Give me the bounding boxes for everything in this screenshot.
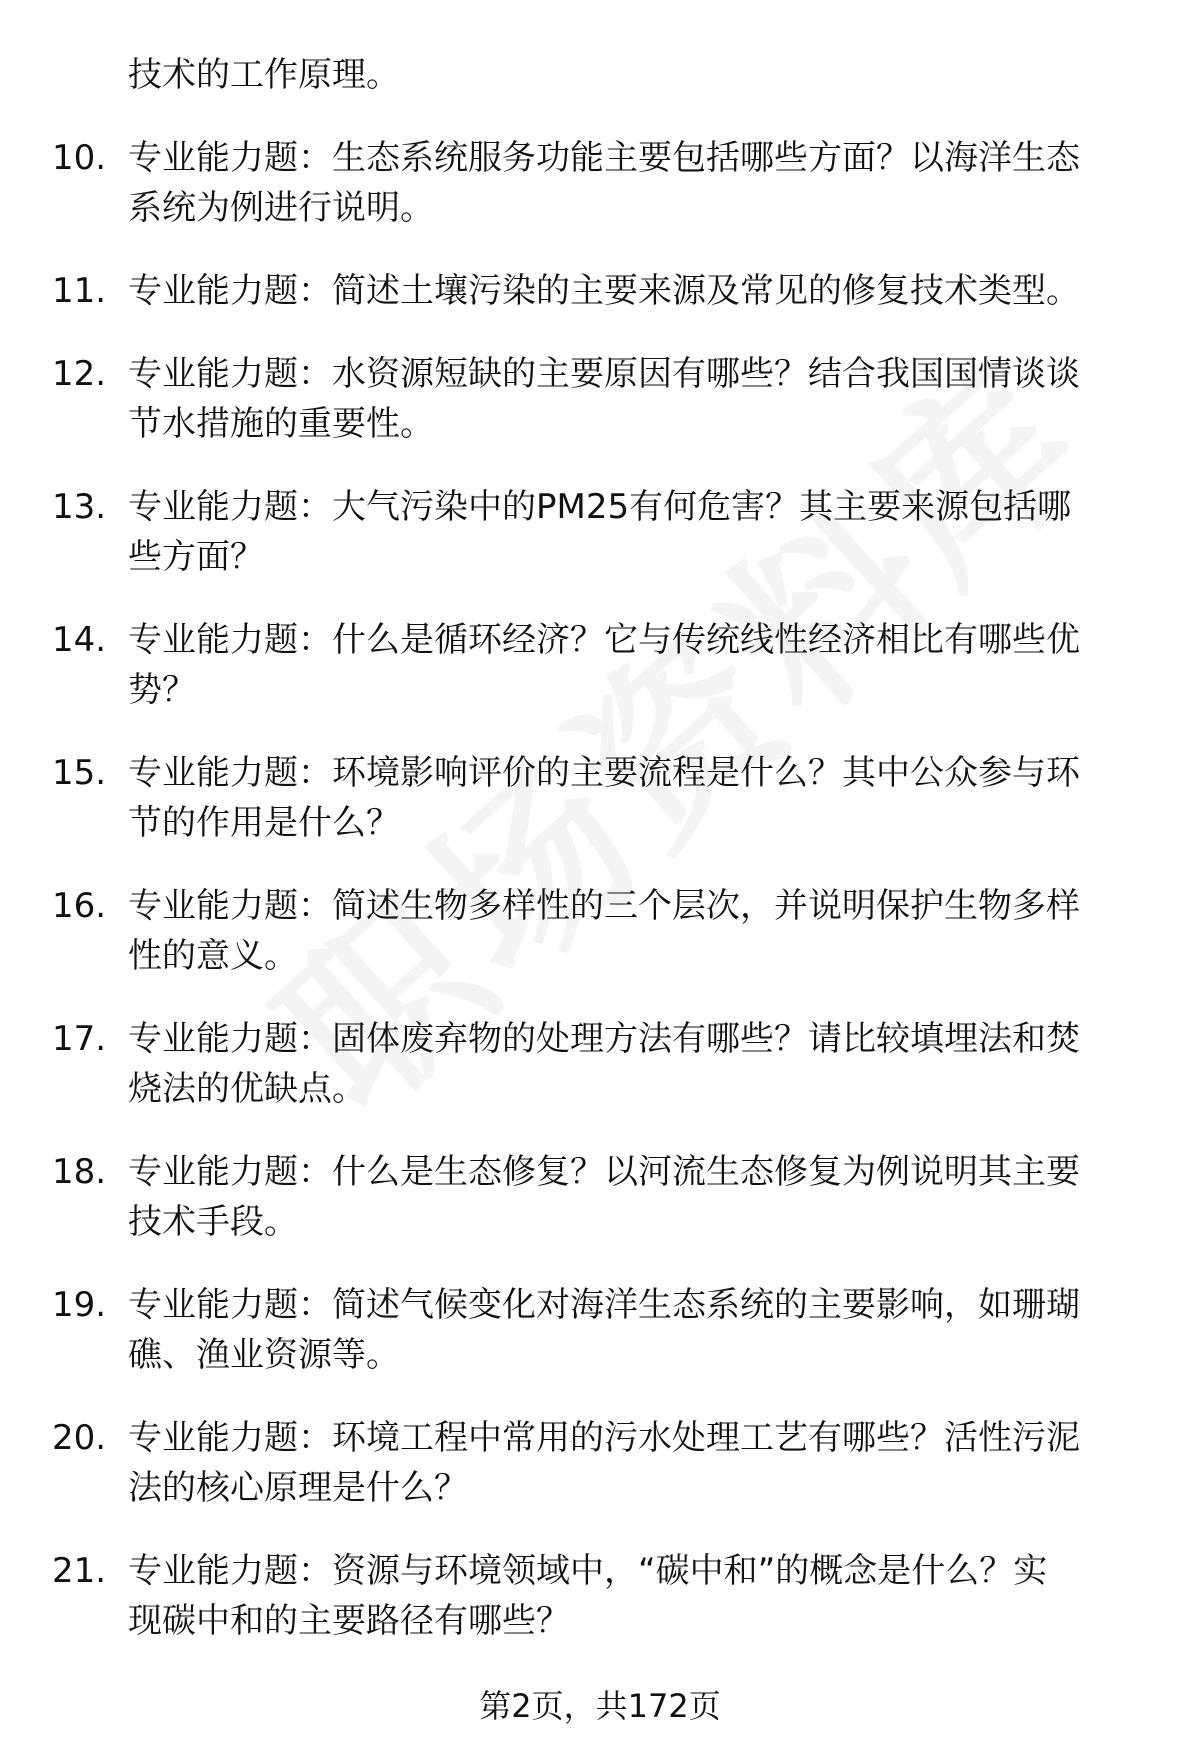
question-number: 18. bbox=[52, 1152, 107, 1192]
question-text-line: 专业能力题：固体废弃物的处理方法有哪些？请比较填埋法和焚 bbox=[128, 1019, 1080, 1059]
question-text-line: 专业能力题：简述生物多样性的三个层次，并说明保护生物多样 bbox=[128, 886, 1080, 926]
question-text-line: 些方面？ bbox=[128, 537, 264, 577]
question-item bbox=[0, 1546, 1200, 1646]
question-item bbox=[0, 1147, 1200, 1247]
question-text-line: 专业能力题：水资源短缺的主要原因有哪些？结合我国国情谈谈 bbox=[128, 354, 1080, 394]
question-item bbox=[0, 133, 1200, 233]
question-text-line: 性的意义。 bbox=[128, 936, 298, 976]
question-text-line: 现碳中和的主要路径有哪些？ bbox=[128, 1601, 570, 1641]
question-number: 20. bbox=[52, 1418, 107, 1458]
question-text-line: 专业能力题：环境工程中常用的污水处理工艺有哪些？活性污泥 bbox=[128, 1418, 1080, 1458]
question-item bbox=[0, 881, 1200, 981]
question-text-line: 技术手段。 bbox=[128, 1202, 298, 1242]
page-footer: 第2页，共172页 bbox=[479, 1687, 721, 1725]
question-item bbox=[0, 349, 1200, 449]
question-text-line: 专业能力题：简述土壤污染的主要来源及常见的修复技术类型。 bbox=[128, 271, 1080, 311]
question-number: 15. bbox=[52, 753, 107, 793]
question-number: 21. bbox=[52, 1551, 107, 1591]
question-text-line: 礁、渔业资源等。 bbox=[128, 1335, 400, 1375]
question-item bbox=[0, 748, 1200, 848]
question-item bbox=[0, 1413, 1200, 1513]
question-text-line: 专业能力题：什么是生态修复？以河流生态修复为例说明其主要 bbox=[128, 1152, 1080, 1192]
question-item bbox=[0, 482, 1200, 582]
question-text-line: 法的核心原理是什么？ bbox=[128, 1468, 468, 1508]
question-number: 17. bbox=[52, 1019, 107, 1059]
question-text-line: 专业能力题：什么是循环经济？它与传统线性经济相比有哪些优 bbox=[128, 620, 1080, 660]
question-text-line: 专业能力题：资源与环境领域中，“碳中和”的概念是什么？实 bbox=[128, 1551, 1048, 1591]
question-item bbox=[0, 1280, 1200, 1380]
question-text-line: 系统为例进行说明。 bbox=[128, 188, 434, 228]
question-list bbox=[0, 50, 1200, 1646]
question-number: 11. bbox=[52, 271, 107, 311]
question-number: 19. bbox=[52, 1285, 107, 1325]
question-number: 14. bbox=[52, 620, 107, 660]
question-text-line: 专业能力题：大气污染中的PM25有何危害？其主要来源包括哪 bbox=[128, 487, 1072, 527]
question-text-line: 专业能力题：生态系统服务功能主要包括哪些方面？以海洋生态 bbox=[128, 138, 1080, 178]
question-text-line: 节的作用是什么？ bbox=[128, 803, 400, 843]
continuation-line: 技术的工作原理。 bbox=[128, 55, 400, 95]
question-item bbox=[0, 615, 1200, 715]
question-text-line: 专业能力题：环境影响评价的主要流程是什么？其中公众参与环 bbox=[128, 753, 1080, 793]
question-number: 12. bbox=[52, 354, 107, 394]
question-text-line: 专业能力题：简述气候变化对海洋生态系统的主要影响，如珊瑚 bbox=[128, 1285, 1080, 1325]
question-text-line: 烧法的优缺点。 bbox=[128, 1069, 366, 1109]
question-text-line: 势？ bbox=[128, 670, 196, 710]
question-number: 16. bbox=[52, 886, 107, 926]
question-item bbox=[0, 266, 1200, 316]
question-text-line: 节水措施的重要性。 bbox=[128, 404, 434, 444]
question-item bbox=[0, 1014, 1200, 1114]
question-number: 13. bbox=[52, 487, 107, 527]
question-number: 10. bbox=[52, 138, 107, 178]
